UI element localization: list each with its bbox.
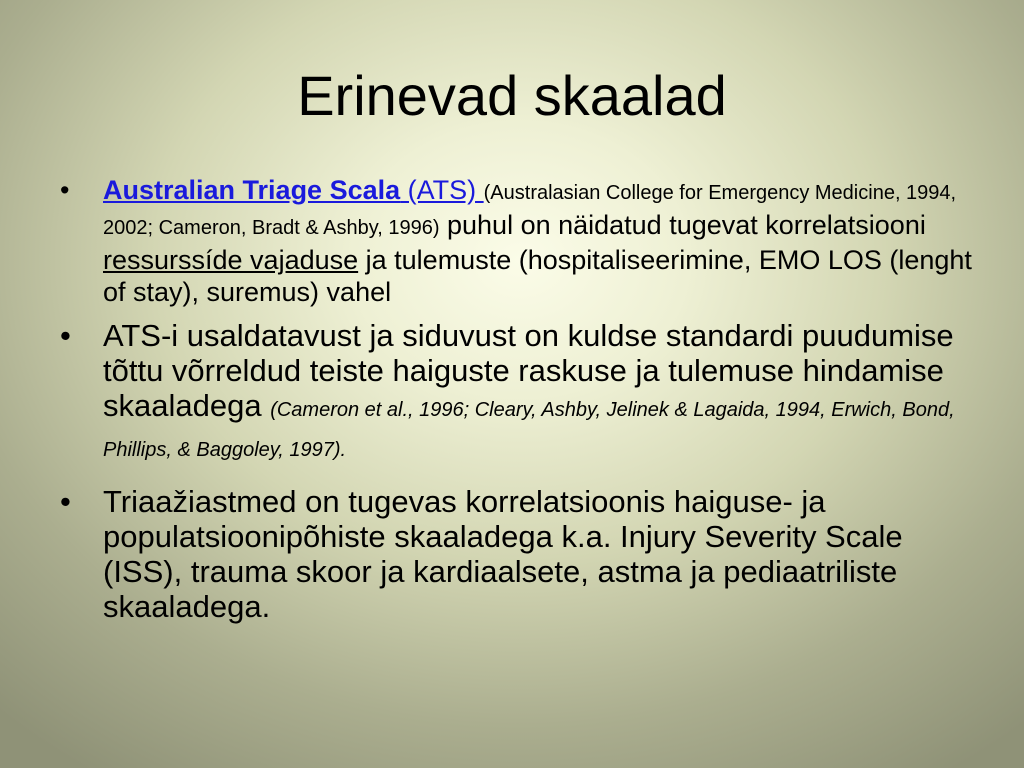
ats-underlined-phrase: ressurssíde vajaduse xyxy=(103,245,359,275)
bullet-marker: • xyxy=(60,484,71,519)
ats-source: (Australasian College for Emergency Medicine, 1994, 2002; Cameron, Bradt & Ashby, 1996) xyxy=(103,182,957,239)
ats-link[interactable] xyxy=(103,175,484,205)
reliability-citation: (Cameron et al., 1996; Cleary, Ashby, Jelinek & Lagaida, 1994, Erwich, Bond, Phillips, & Baggoley, 1997). xyxy=(103,399,955,461)
reliability-text: ATS-i usaldatavust ja siduvust on kuldse standardi puudumise tõttu võrreldud teiste haiguste raskuse ja tulemuse hindamise skaaladega xyxy=(103,318,954,423)
ats-text-1: puhul on näidatud tugevat korrelatsiooni xyxy=(439,210,926,240)
bullet-list xyxy=(58,174,973,624)
bullet-marker: • xyxy=(60,318,71,353)
slide-title: Erinevad skaalad xyxy=(297,64,727,127)
ats-link-abbrev: (ATS) xyxy=(400,175,484,205)
bullet-item-correlation xyxy=(58,484,973,624)
bullet-item-ats xyxy=(58,174,973,308)
ats-text-2: ja tulemuste (hospitaliseerimine, EMO LOS (lenght of stay), suremus) vahel xyxy=(103,245,972,307)
ats-link-bold: Australian Triage Scala xyxy=(103,175,401,205)
bullet-marker: • xyxy=(60,175,70,205)
bullet-item-reliability xyxy=(58,318,973,468)
correlation-text: Triaažiastmed on tugevas korrelatsioonis haiguse- ja populatsioonipõhiste skaaladega k.a. Injury Severity Scale (ISS), trauma skoor ja kardiaalsete, astma ja pediaatriliste skaaladega. xyxy=(103,484,903,624)
